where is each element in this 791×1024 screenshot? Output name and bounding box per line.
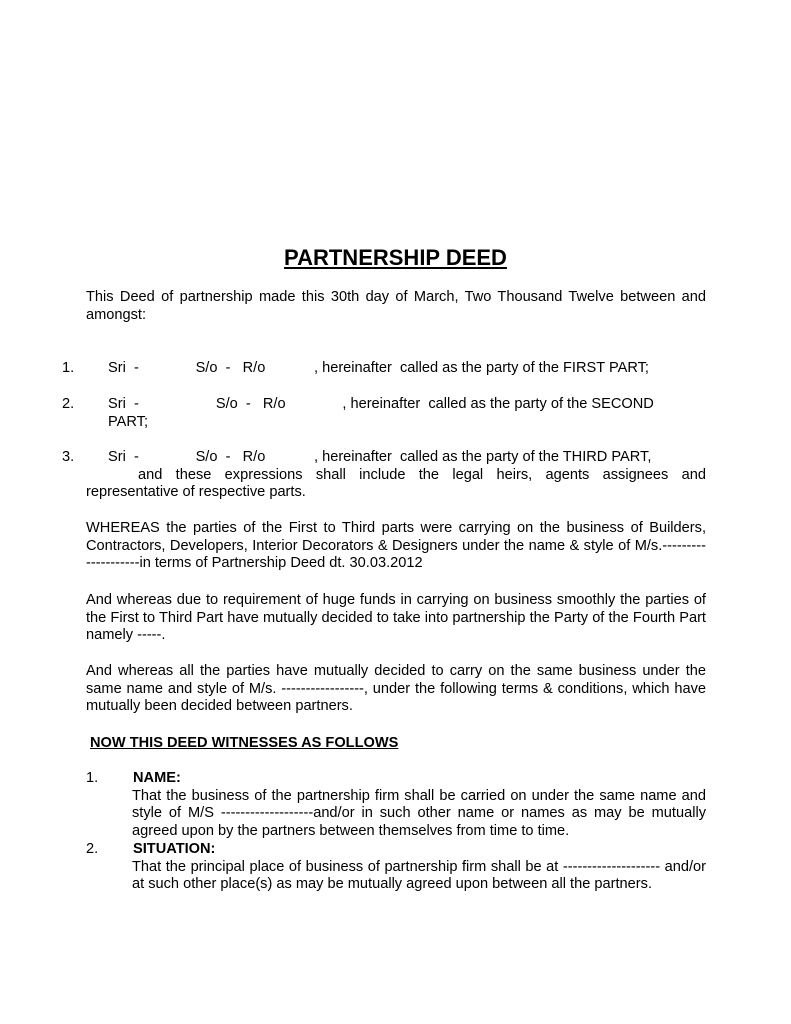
party-number: 2. — [62, 396, 75, 412]
whereas-paragraph-3: And whereas all the parties have mutually decided to carry on the same business under the same name and style of M/s. -----------------, under the following terms & conditions, which have mutually been decided between partners. — [86, 663, 706, 715]
party-line: Sri - S/o - R/o , hereinafter called as the party of the THIRD PART, — [108, 449, 652, 465]
whereas-paragraph-2: And whereas due to requirement of huge funds in carrying on business smoothly the parties of the First to Third Part have mutually decided to take into partnership the Party of the Fourth Part namely -----. — [86, 592, 706, 644]
clause-number: 2. — [86, 841, 99, 857]
clause-body: That the business of the partnership firm shall be carried on under the same name and style of M/S -------------------and/or in such other name or names as may be mutually agreed upon by the partners between themselves from time to time. — [132, 787, 706, 839]
party-number: 1. — [62, 360, 75, 376]
clause-heading: NAME: — [133, 770, 181, 786]
witness-heading: NOW THIS DEED WITNESSES AS FOLLOWS — [90, 735, 399, 751]
clause-heading: SITUATION: — [133, 841, 216, 857]
party-continuation-paragraph: and these expressions shall include the legal heirs, agents assignees and representative of respective parts. — [86, 466, 706, 501]
intro-paragraph: This Deed of partnership made this 30th day of March, Two Thousand Twelve between and amongst: — [86, 289, 706, 323]
party-line-continuation: PART; — [108, 413, 149, 430]
party-line: Sri - S/o - R/o , hereinafter called as the party of the FIRST PART; — [108, 360, 649, 376]
whereas-paragraph-1: WHEREAS the parties of the First to Third parts were carrying on the business of Builders, Contractors, Developers, Interior Decorators & Designers under the name & style of M/s.--------------------in terms of Partnership Deed dt. 30.03.2012 — [86, 520, 706, 572]
party-line: Sri - S/o - R/o , hereinafter called as the party of the SECOND — [108, 396, 654, 412]
document-title: PARTNERSHIP DEED — [284, 245, 507, 270]
party-number: 3. — [62, 449, 75, 465]
clause-body: That the principal place of business of partnership firm shall be at -------------------- and/or at such other place(s) as may be mutually agreed upon between all the partners. — [132, 858, 706, 893]
clause-number: 1. — [86, 770, 99, 786]
